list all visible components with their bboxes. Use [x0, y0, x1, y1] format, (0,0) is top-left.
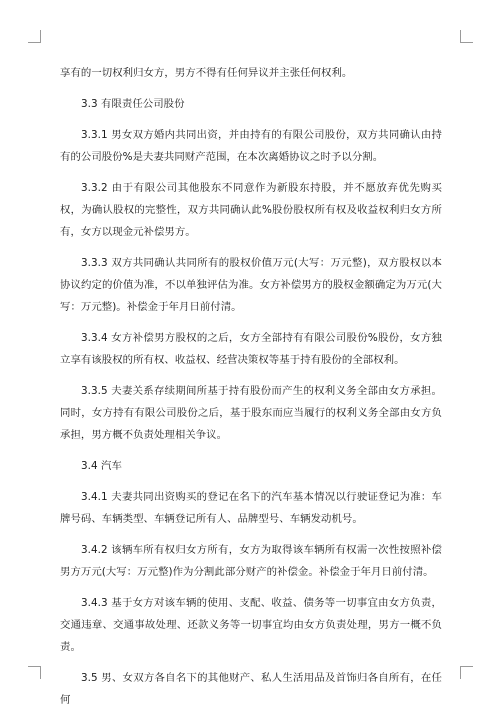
section-heading-3-3: 3.3 有限责任公司股份	[81, 98, 185, 110]
paragraph-3-3-4: 3.3.4 女方补偿男方股权的之后，女方全部持有有限公司股份%股份，女方独立享有该股权的所有权、收益权、经营决策权等基于持有股份的全部权利。	[60, 332, 442, 366]
crop-mark-bottom-right	[460, 666, 473, 679]
paragraph-3-3-1: 3.3.1 男女双方婚内共同出资，并由持有的有限公司股份，双方共同确认由持有的公司股份%是夫妻共同财产范围，在本次离婚协议之时予以分割。	[60, 129, 442, 163]
paragraph-continuation: 享有的一切权利归女方，男方不得有任何异议并主张任何权利。	[60, 67, 353, 79]
paragraph-3-3-3: 3.3.3 双方共同确认共同所有的股权价值万元(大写：万元整)，双方股权以本协议约定的价值为准，不以单独评估为准。女方补偿男方的股权金额确定为万元(大写：万元整)。补偿金于年月日前付清。	[60, 257, 442, 313]
paragraph-3-4-3: 3.4.3 基于女方对该车辆的使用、支配、收益、债务等一切事宜由女方负责，交通违章、交通事故处理、还款义务等一切事宜均由女方负责处理，男方一概不负责。	[60, 597, 442, 653]
crop-mark-top-right	[460, 30, 473, 43]
document-body	[60, 62, 442, 720]
paragraph-3-4-1: 3.4.1 夫妻共同出资购买的登记在名下的汽车基本情况以行驶证登记为准：车牌号码、车辆类型、车辆登记所有人、品牌型号、车辆发动机号。	[60, 491, 442, 525]
paragraph-3-3-5: 3.3.5 夫妻关系存续期间所基于持有股份而产生的权利义务全部由女方承担。同时，女方持有有限公司股份之后，基于股东而应当履行的权利义务全部由女方负承担，男方概不负责处理相关争议。	[60, 385, 442, 441]
crop-mark-bottom-left	[28, 666, 41, 679]
section-heading-3-4: 3.4 汽车	[81, 460, 122, 472]
paragraph-3-4-2: 3.4.2 该辆车所有权归女方所有，女方为取得该车辆所有权需一次性按照补偿男方万元(大写：万元整)作为分割此部分财产的补偿金。补偿金于年月日前付清。	[60, 544, 442, 578]
paragraph-3-5: 3.5 男、女双方各自名下的其他财产、私人生活用品及首饰归各自所有，在任何	[60, 672, 442, 706]
crop-mark-top-left	[28, 30, 41, 43]
paragraph-3-3-2: 3.3.2 由于有限公司其他股东不同意作为新股东持股，并不愿放弃优先购买权，为确认股权的完整性，双方共同确认此%股份股权所有权及收益权利归女方所有，女方以现金元补偿男方。	[60, 182, 442, 238]
